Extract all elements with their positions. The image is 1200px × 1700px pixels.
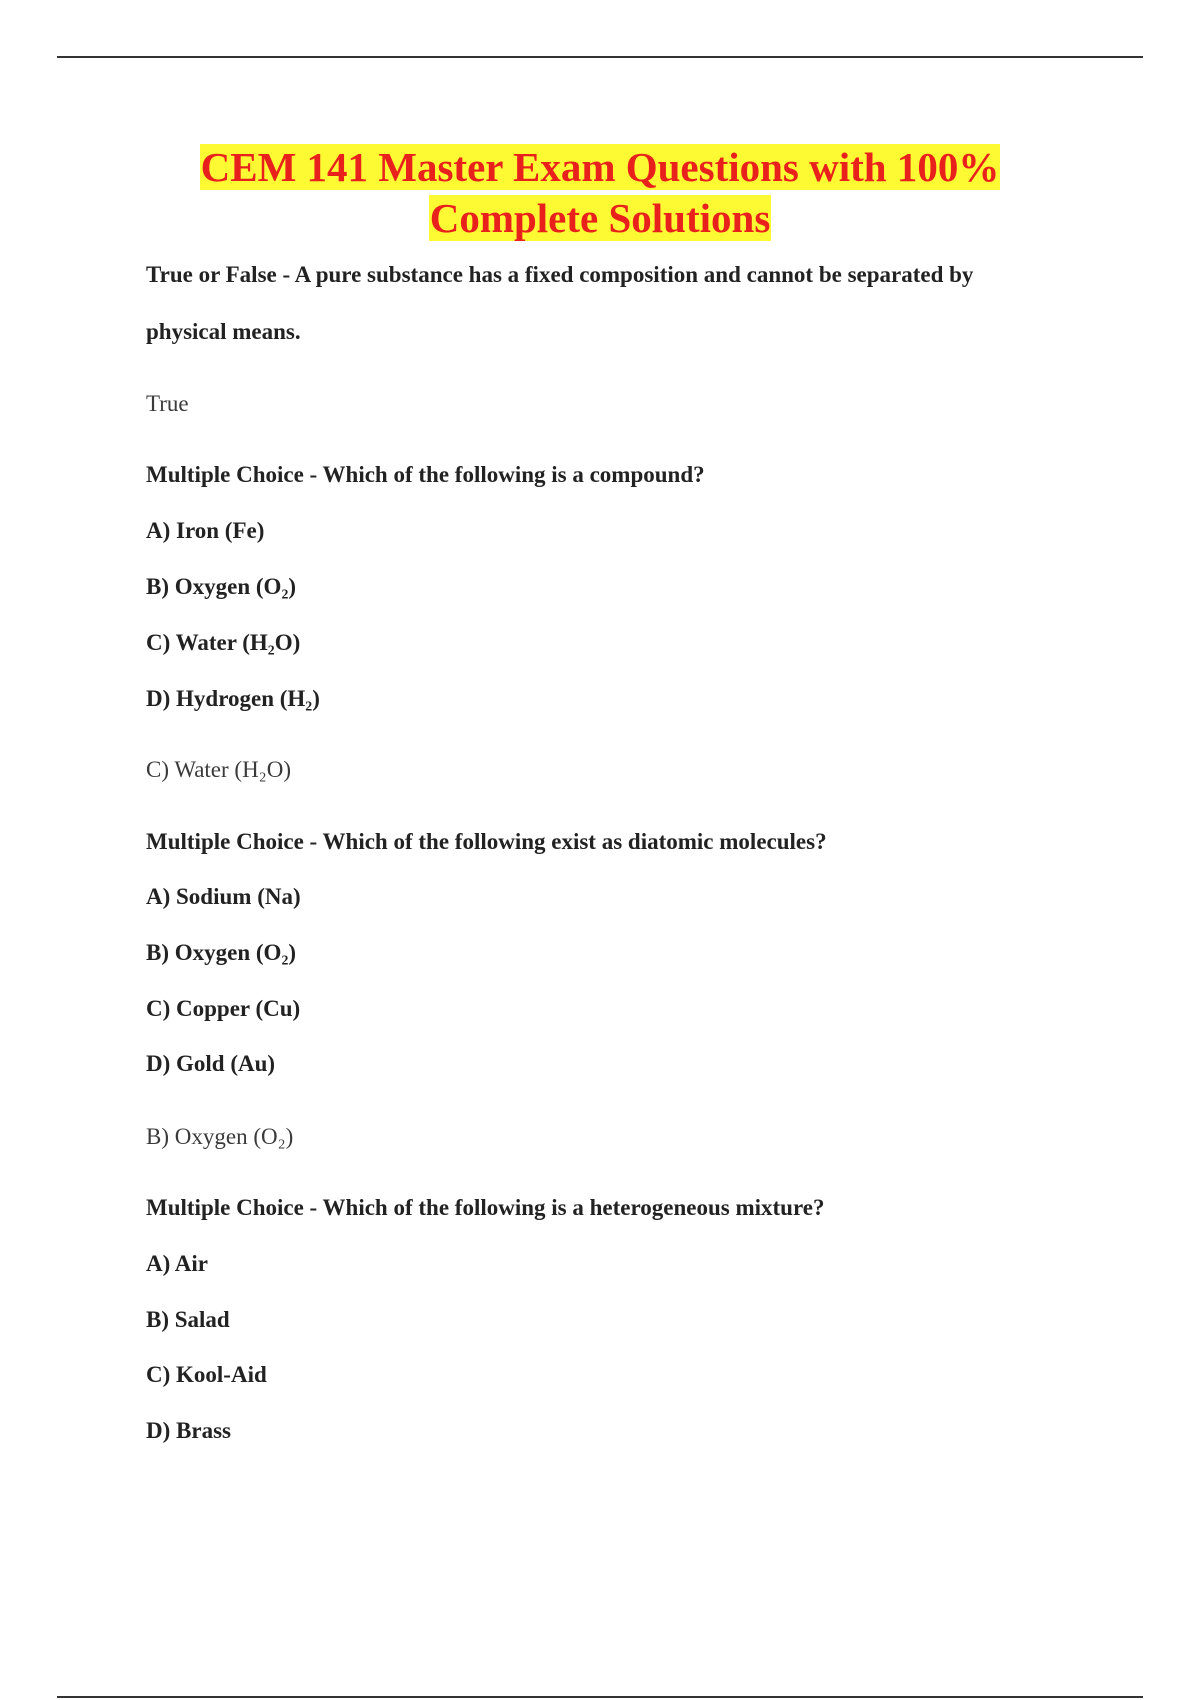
question-4-option-a: A) Air xyxy=(146,1251,208,1276)
document-title xyxy=(0,142,1200,244)
question-3-option-a: A) Sodium (Na) xyxy=(146,884,301,909)
question-1-line-2: physical means. xyxy=(146,319,301,344)
question-2-option-c: C) Water (H₂O) xyxy=(146,630,301,655)
question-3-option-b: B) Oxygen (O₂) xyxy=(146,940,296,965)
question-4-option-b: B) Salad xyxy=(146,1307,230,1332)
question-1-answer: True xyxy=(146,391,189,416)
question-3-answer: B) Oxygen (O₂) xyxy=(146,1124,294,1149)
question-4-option-d: D) Brass xyxy=(146,1418,231,1443)
question-3-text: Multiple Choice - Which of the following exist as diatomic molecules? xyxy=(146,829,827,854)
question-2-option-b: B) Oxygen (O₂) xyxy=(146,574,296,599)
question-4-option-c: C) Kool-Aid xyxy=(146,1362,267,1387)
question-4-text: Multiple Choice - Which of the following is a heterogeneous mixture? xyxy=(146,1195,825,1220)
question-2-answer: C) Water (H₂O) xyxy=(146,757,291,782)
question-3-option-d: D) Gold (Au) xyxy=(146,1051,276,1076)
question-2-text: Multiple Choice - Which of the following is a compound? xyxy=(146,462,705,487)
title-line-1: CEM 141 Master Exam Questions with 100% xyxy=(200,144,1000,190)
question-2-option-a: A) Iron (Fe) xyxy=(146,518,265,543)
question-1-line-1: True or False - A pure substance has a fixed composition and cannot be separated by xyxy=(146,262,974,287)
question-2-option-d: D) Hydrogen (H₂) xyxy=(146,686,320,711)
header-rule xyxy=(57,56,1143,58)
question-3-option-c: C) Copper (Cu) xyxy=(146,996,301,1021)
footer-rule xyxy=(57,1696,1143,1698)
title-line-2: Complete Solutions xyxy=(429,195,771,241)
